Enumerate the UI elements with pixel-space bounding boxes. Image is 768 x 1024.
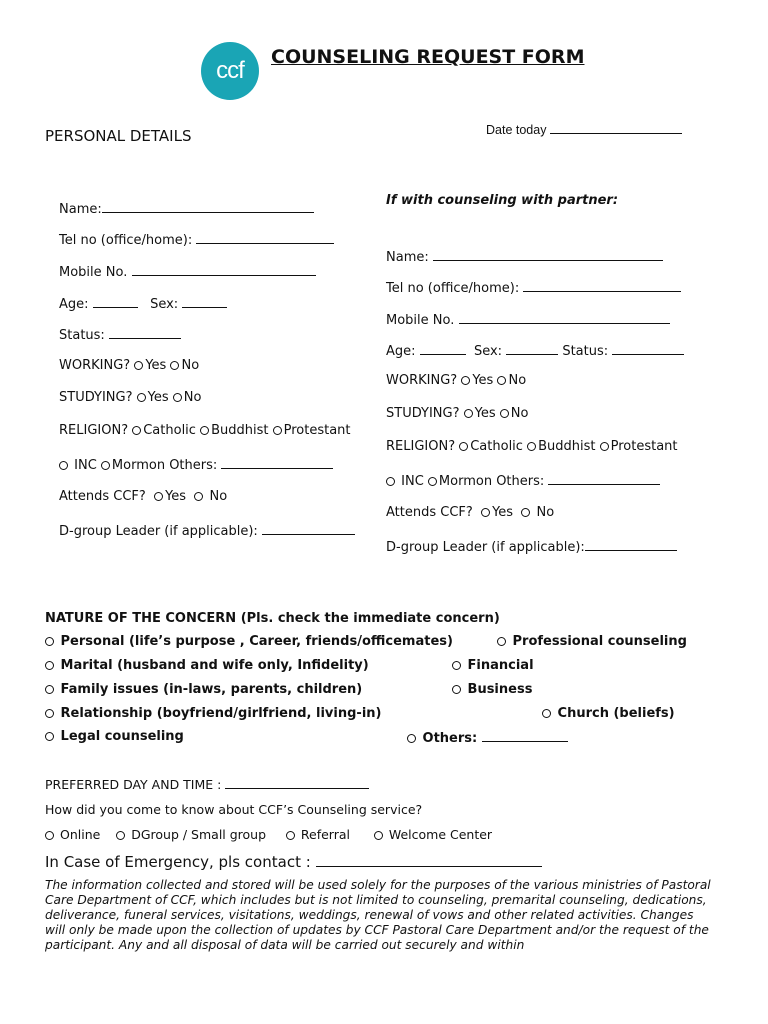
concern-personal-label: Personal (life’s purpose , Career, friends/officemates) [60, 634, 453, 649]
partner-attends-no-radio[interactable] [521, 508, 530, 517]
partner-others-religion-blank[interactable] [548, 472, 660, 485]
partner-mobile-blank[interactable] [459, 311, 670, 324]
concern-financial[interactable] [452, 658, 534, 673]
partner-status-blank[interactable] [612, 342, 684, 355]
partner-studying-field [386, 406, 528, 421]
status-blank[interactable] [109, 326, 181, 339]
no-option: No [508, 373, 527, 388]
concern-church-label: Church (beliefs) [557, 706, 675, 721]
concern-business-label: Business [467, 682, 533, 697]
partner-name-blank[interactable] [433, 248, 663, 261]
status-label: Status: [59, 328, 105, 343]
concern-family-radio[interactable] [45, 685, 54, 694]
referral-options [45, 827, 492, 842]
partner-working-label: WORKING? [386, 373, 458, 388]
catholic-option: Catholic [470, 439, 523, 454]
concern-professional[interactable] [497, 634, 687, 649]
attends-field [59, 489, 227, 504]
partner-sex-label: Sex: [473, 344, 503, 359]
studying-no-radio[interactable] [173, 393, 182, 402]
concern-church[interactable] [542, 706, 675, 721]
concern-legal-radio[interactable] [45, 732, 54, 741]
partner-mormon-radio[interactable] [428, 477, 437, 486]
referral-question: How did you come to know about CCF’s Counseling service? [45, 802, 423, 817]
concern-church-radio[interactable] [542, 709, 551, 718]
inc-option: INC [401, 474, 424, 489]
name-blank[interactable] [102, 200, 314, 213]
catholic-radio[interactable] [132, 426, 141, 435]
buddhist-radio[interactable] [200, 426, 209, 435]
date-today-label: Date today [486, 123, 547, 137]
concern-marital-label: Marital (husband and wife only, Infidelity) [60, 658, 369, 673]
buddhist-option: Buddhist [211, 423, 269, 438]
mormon-others-option: Mormon Others: [438, 474, 545, 489]
emergency-field[interactable] [45, 852, 542, 871]
age-label: Age: [59, 297, 89, 312]
partner-sex-blank[interactable] [506, 342, 558, 355]
partner-inc-radio[interactable] [386, 477, 395, 486]
concern-others[interactable] [407, 729, 568, 746]
online-option: Online [59, 827, 101, 842]
ccf-logo [201, 42, 259, 100]
mormon-others-option: Mormon Others: [111, 458, 218, 473]
yes-option: Yes [165, 489, 187, 504]
no-option: No [536, 505, 555, 520]
partner-status-label: Status: [562, 344, 609, 359]
sex-blank[interactable] [182, 295, 227, 308]
date-today-field[interactable] [486, 121, 682, 137]
mobile-field[interactable] [59, 263, 316, 280]
concern-professional-label: Professional counseling [512, 634, 687, 649]
no-option: No [209, 489, 228, 504]
partner-tel-label: Tel no (office/home): [386, 281, 520, 296]
welcome-center-option: Welcome Center [388, 827, 493, 842]
dgroup-radio[interactable] [116, 831, 125, 840]
personal-details-heading: PERSONAL DETAILS [45, 127, 192, 145]
mormon-radio[interactable] [101, 461, 110, 470]
partner-religion-label: RELIGION? [386, 439, 456, 454]
buddhist-option: Buddhist [538, 439, 596, 454]
protestant-option: Protestant [283, 423, 351, 438]
partner-studying-no-radio[interactable] [500, 409, 509, 418]
partner-attends-yes-radio[interactable] [481, 508, 490, 517]
yes-option: Yes [147, 390, 169, 405]
yes-option: Yes [472, 373, 494, 388]
preferred-blank[interactable] [225, 776, 369, 789]
partner-age-blank[interactable] [420, 342, 466, 355]
emergency-label: In Case of Emergency, pls contact : [45, 853, 311, 871]
partner-tel-field[interactable] [386, 279, 681, 296]
no-option: No [181, 358, 200, 373]
others-religion-blank[interactable] [221, 456, 333, 469]
partner-heading: If with counseling with partner: [386, 193, 619, 208]
partner-studying-yes-radio[interactable] [464, 409, 473, 418]
concern-legal-label: Legal counseling [60, 729, 184, 744]
protestant-option: Protestant [610, 439, 678, 454]
studying-label: STUDYING? [59, 390, 133, 405]
partner-name-field[interactable] [386, 248, 663, 265]
form-title: COUNSELING REQUEST FORM [271, 46, 585, 68]
partner-religion-field [386, 439, 678, 454]
partner-buddhist-radio[interactable] [527, 442, 536, 451]
logo-text: ccf [216, 57, 244, 84]
concern-relationship-radio[interactable] [45, 709, 54, 718]
preferred-field[interactable] [45, 776, 369, 792]
concern-family-label: Family issues (in-laws, parents, children) [60, 682, 363, 697]
dgroup-field[interactable] [59, 522, 355, 539]
partner-mobile-label: Mobile No. [386, 313, 455, 328]
concern-business-radio[interactable] [452, 685, 461, 694]
partner-dgroup-label: D-group Leader (if applicable): [386, 540, 585, 555]
concern-personal[interactable] [45, 634, 453, 649]
partner-tel-blank[interactable] [523, 279, 681, 292]
concern-others-blank[interactable] [482, 729, 568, 742]
dgroup-option: DGroup / Small group [131, 827, 267, 842]
partner-attends-field [386, 505, 554, 520]
online-radio[interactable] [45, 831, 54, 840]
working-yes-radio[interactable] [134, 361, 143, 370]
mobile-label: Mobile No. [59, 265, 128, 280]
concern-financial-label: Financial [467, 658, 534, 673]
studying-yes-radio[interactable] [137, 393, 146, 402]
date-today-blank[interactable] [550, 121, 682, 134]
partner-protestant-radio[interactable] [600, 442, 609, 451]
concern-marital[interactable] [45, 658, 369, 673]
partner-studying-label: STUDYING? [386, 406, 460, 421]
concern-business[interactable] [452, 682, 532, 697]
yes-option: Yes [145, 358, 167, 373]
concern-financial-radio[interactable] [452, 661, 461, 670]
attends-label: Attends CCF? [59, 489, 146, 504]
partner-working-field [386, 373, 526, 388]
partner-working-no-radio[interactable] [497, 376, 506, 385]
partner-attends-label: Attends CCF? [386, 505, 473, 520]
religion-field-2 [59, 456, 333, 473]
preferred-label: PREFERRED DAY AND TIME : [45, 777, 222, 792]
partner-age-label: Age: [386, 344, 416, 359]
partner-catholic-radio[interactable] [459, 442, 468, 451]
concern-relationship-label: Relationship (boyfriend/girlfriend, living-in) [60, 706, 382, 721]
attends-no-radio[interactable] [194, 492, 203, 501]
religion-label: RELIGION? [59, 423, 129, 438]
tel-blank[interactable] [196, 231, 334, 244]
emergency-blank[interactable] [316, 852, 542, 867]
partner-working-yes-radio[interactable] [461, 376, 470, 385]
concern-personal-radio[interactable] [45, 637, 54, 646]
attends-yes-radio[interactable] [154, 492, 163, 501]
working-no-radio[interactable] [170, 361, 179, 370]
no-option: No [183, 390, 202, 405]
dgroup-label: D-group Leader (if applicable): [59, 524, 258, 539]
yes-option: Yes [492, 505, 514, 520]
name-label: Name: [59, 202, 102, 217]
referral-radio[interactable] [286, 831, 295, 840]
tel-label: Tel no (office/home): [59, 233, 193, 248]
partner-dgroup-blank[interactable] [585, 538, 677, 551]
partner-age-sex-status-field[interactable] [386, 342, 684, 359]
protestant-radio[interactable] [273, 426, 282, 435]
age-sex-field[interactable] [59, 295, 227, 312]
working-label: WORKING? [59, 358, 131, 373]
referral-option: Referral [300, 827, 351, 842]
yes-option: Yes [474, 406, 496, 421]
working-field [59, 358, 199, 373]
partner-name-label: Name: [386, 250, 429, 265]
status-field[interactable] [59, 326, 181, 343]
mobile-blank[interactable] [132, 263, 316, 276]
age-blank[interactable] [93, 295, 138, 308]
concern-relationship[interactable] [45, 706, 381, 721]
concern-legal[interactable] [45, 729, 184, 744]
welcome-center-radio[interactable] [374, 831, 383, 840]
name-field[interactable] [59, 200, 314, 217]
religion-field [59, 423, 351, 438]
partner-religion-field-2 [386, 472, 660, 489]
inc-option: INC [74, 458, 97, 473]
concern-others-label: Others: [422, 731, 478, 746]
privacy-notice: The information collected and stored will be used solely for the purposes of the various ministries of Pastoral Care Department of CCF, which includes but is not limited to counseling, premarital counseling, dedications, deliverance, funeral services, visitations, weddings, renewal of vows and other related activities. Changes will only be made upon the collection of updates by CCF Pastoral Care Department and/or the request of the participant. Any and all disposal of data will be carried out securely and within [45, 878, 711, 952]
dgroup-blank[interactable] [262, 522, 355, 535]
studying-field [59, 390, 201, 405]
inc-radio[interactable] [59, 461, 68, 470]
partner-mobile-field[interactable] [386, 311, 670, 328]
concern-others-radio[interactable] [407, 734, 416, 743]
concern-heading: NATURE OF THE CONCERN (Pls. check the immediate concern) [45, 611, 500, 626]
concern-family[interactable] [45, 682, 362, 697]
partner-dgroup-field[interactable] [386, 538, 677, 555]
tel-field[interactable] [59, 231, 334, 248]
sex-label: Sex: [150, 297, 179, 312]
catholic-option: Catholic [143, 423, 196, 438]
concern-professional-radio[interactable] [497, 637, 506, 646]
no-option: No [510, 406, 529, 421]
concern-marital-radio[interactable] [45, 661, 54, 670]
